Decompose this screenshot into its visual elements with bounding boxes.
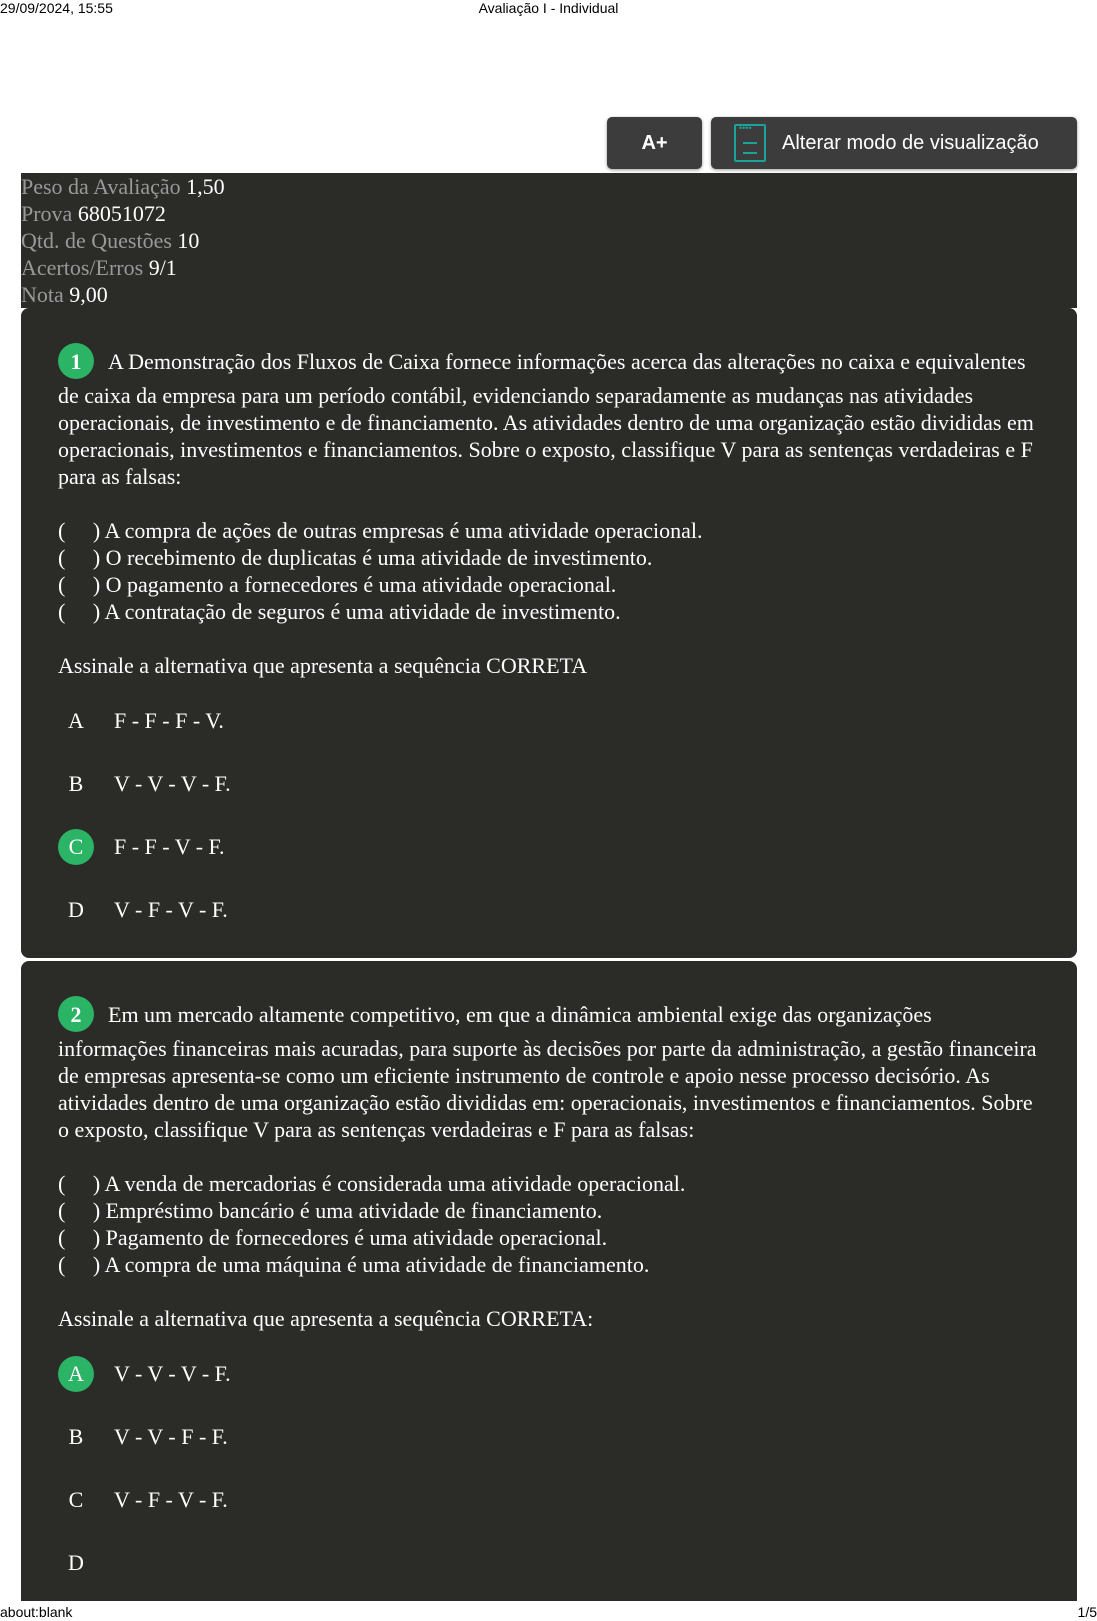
print-url: about:blank bbox=[0, 1604, 73, 1620]
info-row bbox=[21, 227, 1077, 254]
print-header bbox=[0, 0, 1097, 16]
statement: ( ) A venda de mercadorias é considerada uma atividade operacional. bbox=[58, 1171, 686, 1196]
option-text: F - F - F - V. bbox=[114, 708, 224, 733]
answer-option[interactable] bbox=[58, 815, 1040, 878]
question-body: Em um mercado altamente competitivo, em que a dinâmica ambiental exige das organizações informações financeiras mais acuradas, para suporte às decisões por parte da administração, a gestão financeira de empresas apresenta-se como um eficiente instrumento de controle e apoio nesse processo decisório. As atividades dentro de uma organização estão divididas em: operacionais, investimentos e financiamentos. Sobre o exposto, classifique V para as sentenças verdadeiras e F para as falsas: bbox=[58, 1002, 1037, 1142]
info-value: 68051072 bbox=[77, 201, 166, 226]
print-page: 1/5 bbox=[1077, 1604, 1097, 1620]
statement: ( ) Pagamento de fornecedores é uma atividade operacional. bbox=[58, 1225, 608, 1250]
option-letter: D bbox=[68, 897, 84, 922]
statements bbox=[58, 517, 1040, 625]
font-size-button[interactable]: A+ bbox=[607, 117, 702, 169]
statements bbox=[58, 1170, 1040, 1278]
option-letter: C bbox=[58, 829, 94, 865]
print-title: Avaliação I - Individual bbox=[478, 0, 619, 16]
question-body: A Demonstração dos Fluxos de Caixa fornece informações acerca das alterações no caixa e equivalentes de caixa da empresa para um período contábil, evidenciando separadamente as mudanças nas atividades operacionais, de investimento e de financiamento. As atividades dentro de uma organização estão divididas em operacionais, investimentos e financiamentos. Sobre o exposto, classifique V para as sentenças verdadeiras e F para as falsas: bbox=[58, 349, 1034, 489]
answer-option[interactable] bbox=[58, 689, 1040, 752]
info-value: 9,00 bbox=[69, 282, 108, 307]
print-footer bbox=[0, 1604, 1097, 1620]
info-value: 10 bbox=[177, 228, 200, 253]
option-text: V - V - F - F. bbox=[114, 1424, 228, 1449]
question-prompt: Assinale a alternativa que apresenta a sequência CORRETA bbox=[58, 653, 588, 678]
info-row bbox=[21, 173, 1077, 200]
option-letter: D bbox=[68, 1550, 84, 1575]
statement: ( ) O recebimento de duplicatas é uma atividade de investimento. bbox=[58, 545, 653, 570]
info-label: Peso da Avaliação bbox=[21, 174, 181, 199]
view-mode-label: Alterar modo de visualização bbox=[782, 131, 1039, 154]
info-value: 1,50 bbox=[186, 174, 225, 199]
question-card bbox=[21, 308, 1077, 958]
info-row bbox=[21, 200, 1077, 227]
option-text: V - F - V - F. bbox=[114, 1487, 228, 1512]
question-card bbox=[21, 961, 1077, 1601]
option-text: V - F - V - F. bbox=[114, 897, 228, 922]
question-number: 1 bbox=[58, 343, 94, 379]
statement: ( ) A compra de ações de outras empresas é uma atividade operacional. bbox=[58, 518, 703, 543]
statement: ( ) A compra de uma máquina é uma atividade de financiamento. bbox=[58, 1252, 650, 1277]
view-mode-button[interactable] bbox=[711, 117, 1077, 169]
print-datetime: 29/09/2024, 15:55 bbox=[0, 0, 113, 16]
question-text bbox=[58, 999, 1040, 1143]
info-label: Acertos/Erros bbox=[21, 255, 144, 280]
exam-info bbox=[21, 173, 1077, 308]
option-letter: B bbox=[68, 771, 84, 796]
statement: ( ) O pagamento a fornecedores é uma atividade operacional. bbox=[58, 572, 617, 597]
option-letter: C bbox=[68, 1487, 84, 1512]
info-label: Qtd. de Questões bbox=[21, 228, 172, 253]
answer-option[interactable] bbox=[58, 1468, 1040, 1531]
option-text: V - V - V - F. bbox=[114, 1361, 231, 1386]
option-letter: B bbox=[68, 1424, 84, 1449]
answer-option[interactable] bbox=[58, 1342, 1040, 1405]
option-letter: A bbox=[68, 708, 84, 733]
question-number: 2 bbox=[58, 996, 94, 1032]
info-row bbox=[21, 281, 1077, 308]
info-row bbox=[21, 254, 1077, 281]
answer-option[interactable] bbox=[58, 1405, 1040, 1468]
question-prompt: Assinale a alternativa que apresenta a sequência CORRETA: bbox=[58, 1306, 594, 1331]
option-letter: A bbox=[58, 1356, 94, 1392]
info-label: Prova bbox=[21, 201, 73, 226]
option-text: F - F - V - F. bbox=[114, 834, 225, 859]
statement: ( ) Empréstimo bancário é uma atividade de financiamento. bbox=[58, 1198, 603, 1223]
info-value: 9/1 bbox=[148, 255, 177, 280]
document-icon bbox=[734, 124, 766, 162]
answer-option[interactable] bbox=[58, 752, 1040, 815]
question-text bbox=[58, 346, 1040, 490]
option-text: V - V - V - F. bbox=[114, 771, 231, 796]
answer-option[interactable] bbox=[58, 878, 1040, 941]
statement: ( ) A contratação de seguros é uma atividade de investimento. bbox=[58, 599, 621, 624]
info-label: Nota bbox=[21, 282, 64, 307]
answer-option[interactable] bbox=[58, 1531, 1040, 1594]
